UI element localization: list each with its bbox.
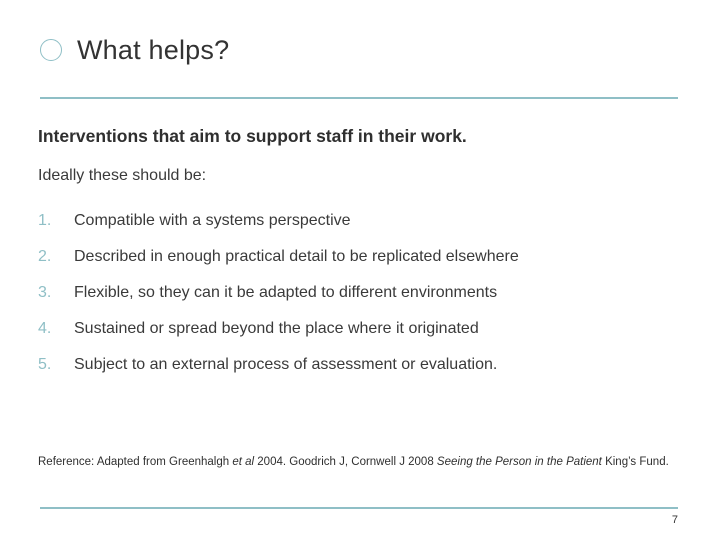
title-divider <box>40 97 678 99</box>
list-item-text: Compatible with a systems perspective <box>74 212 351 229</box>
slide-heading: Interventions that aim to support staff in their work. <box>38 126 467 146</box>
reference-part: King’s Fund. <box>601 456 669 468</box>
list-item-text: Described in enough practical detail to be replicated elsewhere <box>74 248 519 265</box>
title-row <box>40 28 229 72</box>
list-item-number: 5. <box>38 356 52 373</box>
list-item-text: Subject to an external process of assessment or evaluation. <box>74 356 498 373</box>
list-item <box>38 311 519 347</box>
list-item-text: Sustained or spread beyond the place where it originated <box>74 320 479 337</box>
list-item <box>38 347 519 383</box>
reference-part-italic: et al <box>232 456 255 468</box>
list-item-number: 2. <box>38 248 52 265</box>
list-item-number: 4. <box>38 320 52 337</box>
footer-divider <box>40 507 678 509</box>
slide-title: What helps? <box>77 34 230 65</box>
list-item <box>38 275 519 311</box>
list-item-number: 3. <box>38 284 52 301</box>
list-item-number: 1. <box>38 212 52 229</box>
list-item <box>38 239 519 275</box>
reference-part: 2004. Goodrich J, Cornwell J 2008 <box>254 456 437 468</box>
circle-bullet-icon <box>40 39 62 61</box>
page-number: 7 <box>671 514 678 526</box>
criteria-list <box>38 203 519 383</box>
intro-text: Ideally these should be: <box>38 167 207 184</box>
reference-citation <box>38 455 678 470</box>
reference-part: Reference: Adapted from Greenhalgh <box>38 456 233 468</box>
list-item-text: Flexible, so they can it be adapted to different environments <box>74 284 498 301</box>
list-item <box>38 203 519 239</box>
reference-part-italic: Seeing the Person in the Patient <box>436 456 602 468</box>
